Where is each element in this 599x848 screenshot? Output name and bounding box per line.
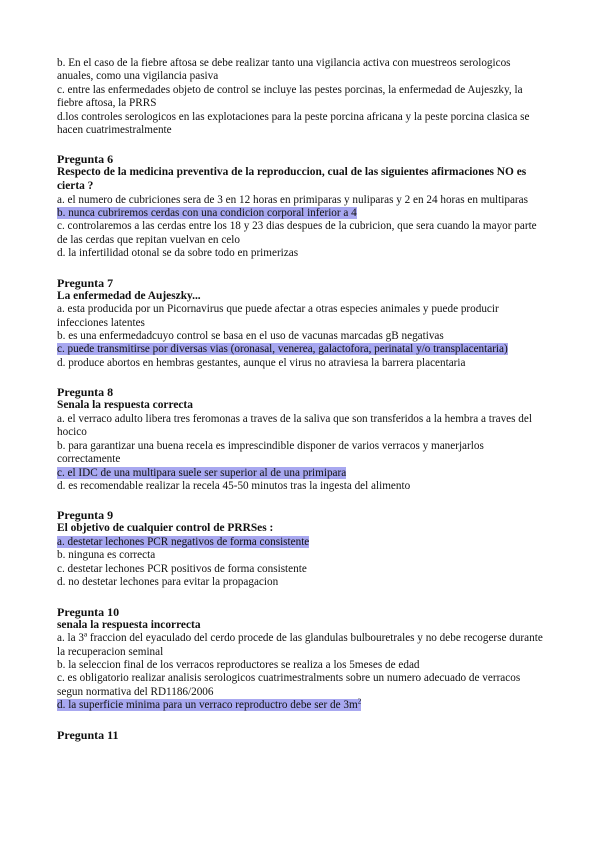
option-c: c. destetar lechones PCR positivos de forma consistente bbox=[57, 562, 307, 575]
option-b: b. es una enfermedadcuyo control se basa en el uso de vacunas marcadas gB negativas bbox=[57, 330, 444, 343]
option-c: c. entre las enfermedades objeto de control se incluye las pestes porcinas, la enfermedad de Aujeszky, la fiebre aftosa, la PRRS bbox=[57, 83, 523, 110]
option-c bbox=[57, 467, 547, 480]
highlighted-answer: c. puede transmitirse por diversas vias (oronasal, venerea, galactofora, perinatal y/o transplacentaria) bbox=[57, 343, 508, 356]
superscript: 2 bbox=[357, 697, 362, 706]
question-title: Pregunta 10 bbox=[57, 604, 120, 619]
question-8 bbox=[57, 385, 547, 493]
question-6 bbox=[57, 152, 547, 260]
question-title: Pregunta 11 bbox=[57, 727, 119, 742]
highlighted-answer: b. nunca cubriremos cerdas con una condicion corporal inferior a 4 bbox=[57, 207, 357, 220]
highlighted-answer bbox=[57, 699, 361, 711]
option-d: d. no destetar lechones para evitar la propagacion bbox=[57, 576, 279, 589]
option-d bbox=[57, 699, 547, 712]
option-b: b. ninguna es correcta bbox=[57, 549, 156, 562]
question-7 bbox=[57, 276, 547, 371]
option-b: b. la seleccion final de los verracos reproductores se realiza a los 5meses de edad bbox=[57, 658, 420, 671]
previous-question-options bbox=[57, 57, 547, 137]
question-10 bbox=[57, 605, 547, 713]
option-d: d. produce abortos en hembras gestantes, aunque el virus no atraviesa la barrera placentaria bbox=[57, 356, 466, 369]
question-title: Pregunta 7 bbox=[57, 275, 114, 290]
option-c: c. es obligatorio realizar analisis serologicos cuatrimestralments sobre un numero adecuado de verracos segun normativa del RD1186/2006 bbox=[57, 672, 521, 698]
document-content bbox=[57, 57, 547, 742]
option-b: b. para garantizar una buena recela es imprescindible disponer de varios verracos y manerjarlos correctamente bbox=[57, 439, 484, 466]
option-a: a. el verraco adulto libera tres feromonas a traves de la saliva que son transferidos a la hembra a traves del hocico bbox=[57, 412, 532, 439]
question-prompt: Senala la respuesta correcta bbox=[57, 399, 193, 412]
question-11 bbox=[57, 728, 547, 742]
question-prompt: senala la respuesta incorrecta bbox=[57, 618, 201, 631]
question-prompt: El objetivo de cualquier control de PRRSes : bbox=[57, 522, 274, 535]
question-title: Pregunta 8 bbox=[57, 385, 114, 400]
question-9 bbox=[57, 508, 547, 589]
option-b: b. En el caso de la fiebre aftosa se debe realizar tanto una vigilancia activa con muestreos serologicos anuales, como una vigilancia pasiva bbox=[57, 57, 511, 83]
question-prompt: Respecto de la medicina preventiva de la reproduccion, cual de las siguientes afirmaciones NO es cierta ? bbox=[57, 166, 527, 193]
question-title: Pregunta 6 bbox=[57, 152, 114, 167]
highlighted-answer: a. destetar lechones PCR negativos de forma consistente bbox=[57, 535, 310, 548]
option-a bbox=[57, 536, 547, 549]
question-prompt: La enfermedad de Aujeszky... bbox=[57, 289, 201, 302]
option-d: d. la infertilidad otonal se da sobre todo en primerizas bbox=[57, 247, 299, 260]
option-c: c. controlaremos a las cerdas entre los 18 y 23 dias despues de la cubricion, que sera cuando la mayor parte de las cerdas que repitan vuelvan en celo bbox=[57, 220, 537, 246]
option-a: a. el numero de cubriciones sera de 3 en 12 horas en primiparas y nuliparas y 2 en 24 horas en multiparas bbox=[57, 193, 528, 206]
option-a: a. la 3ª fraccion del eyaculado del cerdo procede de las glandulas bulbouretrales y no debe recogerse durante la recuperacion seminal bbox=[57, 632, 543, 658]
option-d: d. es recomendable realizar la recela 45-50 minutos tras la ingesta del alimento bbox=[57, 479, 411, 492]
answer-text: d. la superficie minima para un verraco reproductro debe ser de 3m bbox=[57, 699, 358, 712]
highlighted-answer: c. el IDC de una multipara suele ser superior al de una primipara bbox=[57, 466, 347, 479]
option-a: a. esta producida por un Picornavirus que puede afectar a otras especies animales y puede producir infecciones latentes bbox=[57, 303, 499, 329]
option-b bbox=[57, 207, 547, 220]
option-d: d.los controles serologicos en las explotaciones para la peste porcina africana y la peste porcina clasica se hacen cuatrimestralmente bbox=[57, 110, 530, 137]
option-c bbox=[57, 343, 547, 356]
question-title: Pregunta 9 bbox=[57, 508, 114, 523]
